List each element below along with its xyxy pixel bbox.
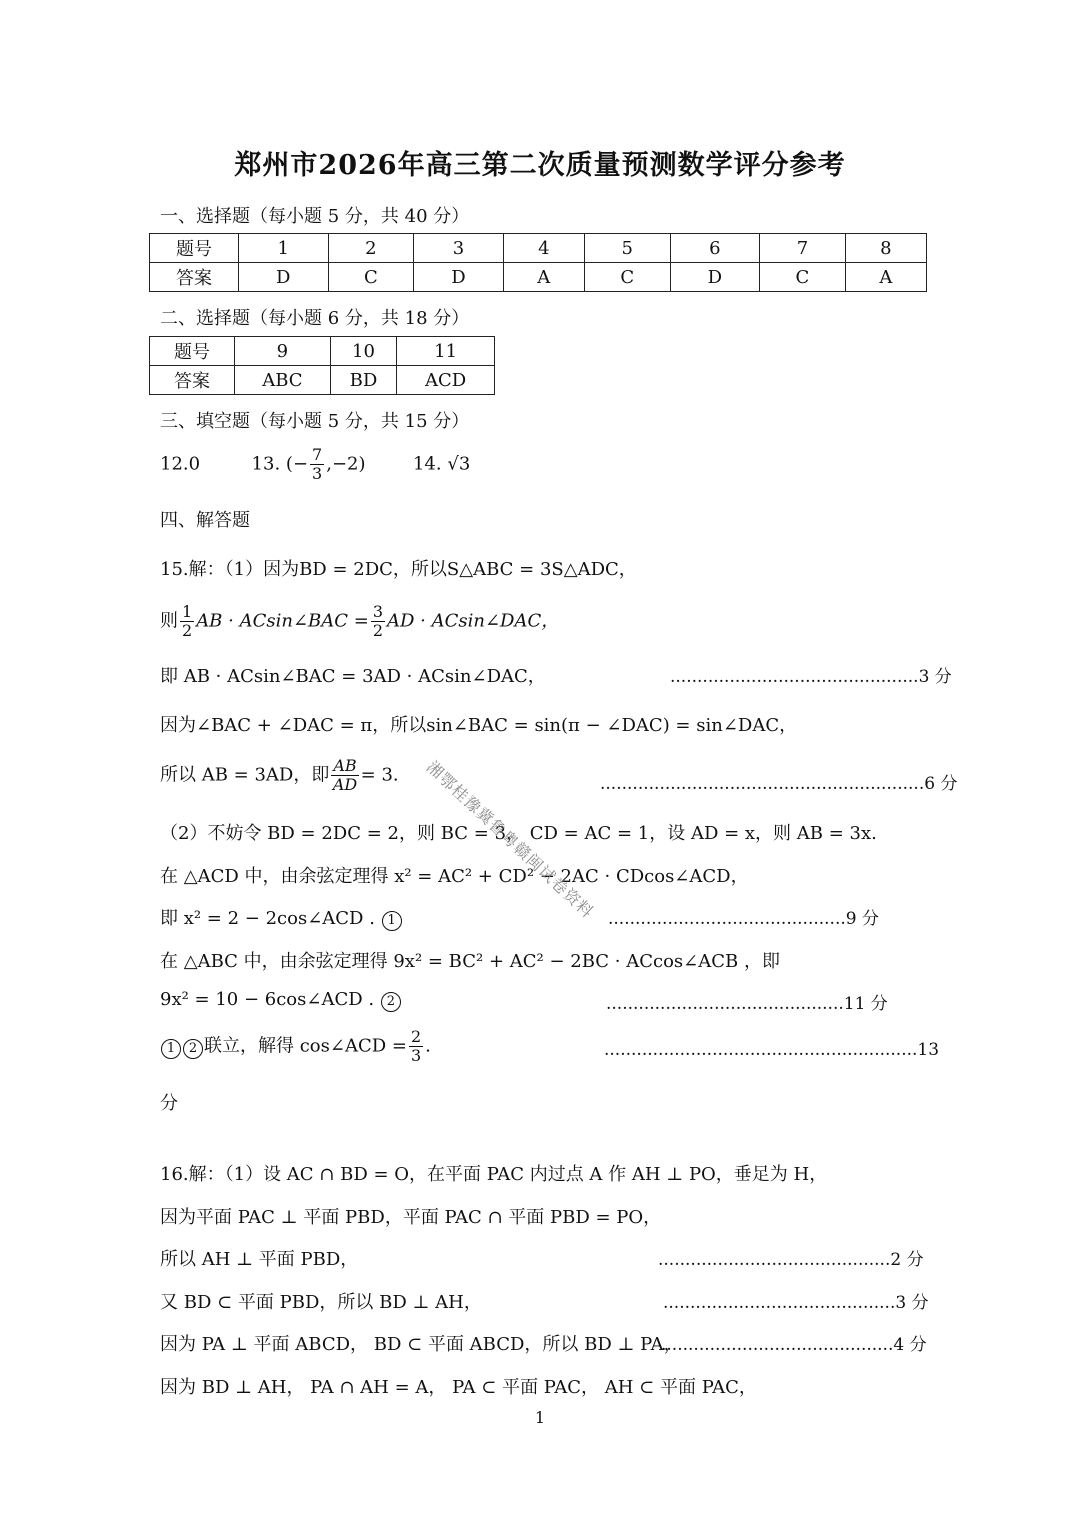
circled-number-2: 2 bbox=[381, 992, 401, 1012]
q16-line-4: 又 BD ⊂ 平面 PBD，所以 BD ⊥ AH， bbox=[160, 1292, 482, 1313]
table-cell: 答案 bbox=[150, 366, 235, 395]
table-cell: 题号 bbox=[150, 234, 239, 263]
table-row bbox=[150, 337, 495, 366]
table-cell: BD bbox=[330, 366, 396, 395]
table-row bbox=[150, 234, 927, 263]
table-cell: 7 bbox=[760, 234, 846, 263]
table-cell: 2 bbox=[328, 234, 414, 263]
q15-line-7: 在 △ACD 中，由余弦定理得 x² = AC² + CD² − 2AC · CDcos∠ACD， bbox=[160, 866, 749, 887]
table-cell: A bbox=[503, 263, 584, 292]
score-2: ...........................................2 分 bbox=[658, 1250, 924, 1270]
table-cell: 3 bbox=[414, 234, 504, 263]
table-cell: 4 bbox=[503, 234, 584, 263]
q14-answer: √3 bbox=[447, 453, 471, 475]
q16-line-5: 因为 PA ⊥ 平面 ABCD， BD ⊂ 平面 ABCD，所以 BD ⊥ PA， bbox=[160, 1334, 682, 1355]
table-cell: C bbox=[584, 263, 670, 292]
score-3: ..............................................3 分 bbox=[670, 667, 952, 687]
table-cell: 11 bbox=[397, 337, 495, 366]
q13-label: 13. bbox=[251, 453, 281, 475]
table-cell: 6 bbox=[670, 234, 760, 263]
score-4: ...........................................4 分 bbox=[661, 1335, 927, 1355]
q15-line-1: 15.解：（1）因为BD = 2DC，所以S△ABC = 3S△ADC， bbox=[160, 559, 637, 580]
q15-line-11: 1 2 联立，解得 cos∠ACD = $\frac{2}{3}$ . bbox=[160, 1028, 431, 1065]
q16-line-6: 因为 BD ⊥ AH， PA ∩ AH = A， PA ⊂ 平面 PAC， AH ⊂ 平面 PAC， bbox=[160, 1377, 757, 1398]
q15-line-3: 即 AB · ACsin∠BAC = 3AD · ACsin∠DAC， bbox=[160, 666, 546, 687]
q14-label: 14. bbox=[412, 453, 442, 475]
q15-line-10: 9x² = 10 − 6cos∠ACD . 2 bbox=[160, 989, 402, 1012]
q16-line-3: 所以 AH ⊥ 平面 PBD， bbox=[160, 1249, 359, 1270]
score-6: ............................................................6 分 bbox=[600, 774, 958, 794]
table-cell: A bbox=[845, 263, 926, 292]
section1-answer-table bbox=[149, 233, 927, 292]
table-row bbox=[150, 263, 927, 292]
fill-in-answers: 12.0 13. (− $\frac{7}{3}$ ,−2) 14. √3 bbox=[160, 445, 471, 483]
score-3b: ...........................................3 分 bbox=[663, 1293, 929, 1313]
table-cell: 1 bbox=[239, 234, 329, 263]
section3-heading: 三、填空题（每小题 5 分，共 15 分） bbox=[160, 411, 470, 432]
q15-line-2: 则 $\frac{1}{2}$ AB · ACsin∠BAC = $\frac{3}{2}$ AD · ACsin∠DAC， bbox=[160, 602, 560, 640]
table-cell: 10 bbox=[330, 337, 396, 366]
q15-line-6: （2）不妨令 BD = 2DC = 2，则 BC = 3， CD = AC = 1，设 AD = x，则 AB = 3x. bbox=[160, 823, 877, 844]
score-11: ............................................11 分 bbox=[606, 994, 888, 1014]
watermark: 湘鄂桂豫冀鲁粤赣闽试卷资料 bbox=[422, 757, 598, 922]
table-cell: D bbox=[239, 263, 329, 292]
table-cell: C bbox=[328, 263, 414, 292]
table-cell: 9 bbox=[235, 337, 331, 366]
q15-line-5: 所以 AB = 3AD，即 $\frac{AB}{AD}$ = 3. bbox=[160, 756, 399, 794]
q16-line-1: 16.解：（1）设 AC ∩ BD = O，在平面 PAC 内过点 A 作 AH ⊥ PO，垂足为 H， bbox=[160, 1164, 828, 1185]
section4-heading: 四、解答题 bbox=[160, 510, 250, 531]
table-cell: D bbox=[670, 263, 760, 292]
q15-line-12: 分 bbox=[160, 1093, 178, 1114]
table-row bbox=[150, 366, 495, 395]
score-9: ............................................9 分 bbox=[608, 909, 879, 929]
table-cell: 8 bbox=[845, 234, 926, 263]
q13-fraction: $\frac{7}{3}$ bbox=[312, 445, 323, 483]
table-cell: C bbox=[760, 263, 846, 292]
page-number: 1 bbox=[534, 1408, 546, 1427]
q12-answer: 12.0 bbox=[160, 453, 201, 475]
table-cell: ABC bbox=[235, 366, 331, 395]
section1-heading: 一、选择题（每小题 5 分，共 40 分） bbox=[160, 206, 470, 227]
section2-heading: 二、选择题（每小题 6 分，共 18 分） bbox=[160, 308, 470, 329]
table-cell: D bbox=[414, 263, 504, 292]
table-cell: ACD bbox=[397, 366, 495, 395]
page-title: 郑州市2026年高三第二次质量预测数学评分参考 bbox=[234, 150, 846, 181]
q15-line-9: 在 △ABC 中，由余弦定理得 9x² = BC² + AC² − 2BC · ACcos∠ACB ，即 bbox=[160, 951, 780, 972]
q15-line-8: 即 x² = 2 − 2cos∠ACD . 1 bbox=[160, 904, 403, 931]
q15-line-4: 因为∠BAC + ∠DAC = π，所以sin∠BAC = sin(π − ∠DAC) = sin∠DAC， bbox=[160, 715, 798, 736]
q16-line-2: 因为平面 PAC ⊥ 平面 PBD，平面 PAC ∩ 平面 PBD = PO， bbox=[160, 1207, 662, 1228]
section2-answer-table bbox=[149, 336, 495, 395]
table-cell: 5 bbox=[584, 234, 670, 263]
circled-number-1: 1 bbox=[382, 911, 402, 931]
score-13: ..........................................................13 bbox=[604, 1040, 940, 1060]
table-cell: 答案 bbox=[150, 263, 239, 292]
table-cell: 题号 bbox=[150, 337, 235, 366]
